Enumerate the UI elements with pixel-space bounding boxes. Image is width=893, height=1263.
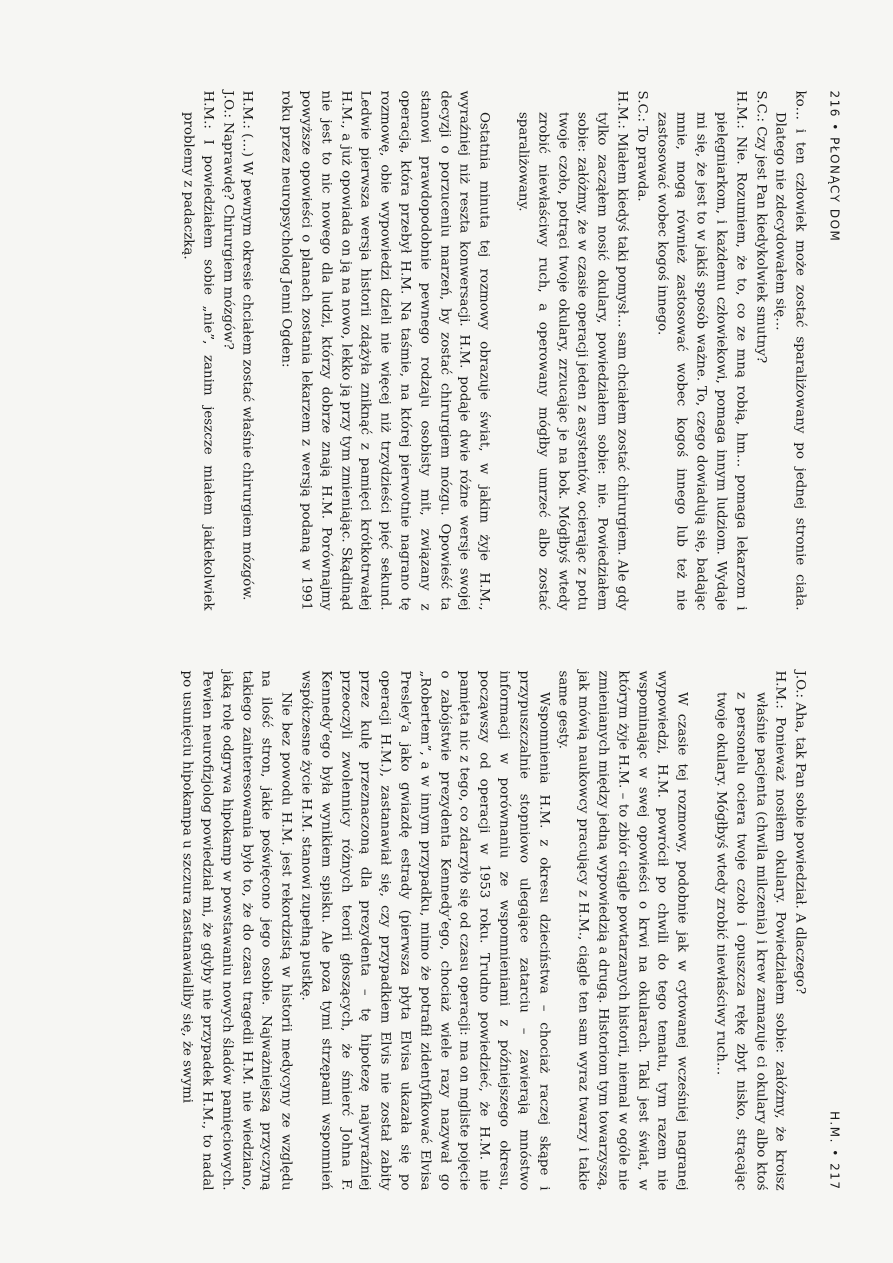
right-paragraph: H.M.: Ponieważ nosiłem okulary. Powiedziałem sobie: załóżmy, że kroisz właśnie pacjenta (chwila milczenia) i krew zamazuje ci okulary albo ktoś z personelu ociera twoje czoło i opuszcza rękę zbyt nisko, strącając twoje okulary. Mógłbyś wtedy zrobić niewłaściwy ruch… bbox=[713, 670, 788, 1190]
left-paragraph: S.C.: To prawda. bbox=[633, 90, 649, 202]
left-paragraph: Ostatnia minuta tej rozmowy obrazuje świat, w jakim żyje H.M., wyraźniej niż reszta konwersacji. H.M. podaje dwie różne wersje swojej decyzji o porzuceniu marzeń, by zostać chirurgiem mózgu. Opowieść ta stanowi prawdopodobnie pewnego rodzaju osobisty mit, związany z operacją, która przebył H.M. Na taśmie, na której pierwotnie nagrano tę rozmowę, obie wypowiedzi dzieli nie więcej niż trzydzieści pięć sekund. Ledwie pierwsza wersja historii zdążyła zniknąć z pamięci krótkotrwałej H.M., a już opowiada on ją na nowo, lekko ją przy tym zmieniając. Skądinąd nie jest to nic nowego dla ludzi, którzy dobrze znają H.M. Porównajmy powyższe opowieści o planach zostania lekarzem z wersją podaną w 1991 roku przez neuropsycholog Jenni Ogden: bbox=[278, 90, 492, 610]
left-body bbox=[177, 90, 809, 610]
right-paragraph: J.O.: Aha, tak Pan sobie powiedział. A dlaczego? bbox=[792, 670, 808, 994]
left-paragraph: H.M.: Miałem kiedyś taki pomysł… sam chciałem zostać chirurgiem. Ale gdy tylko zacząłem nosić okulary, powiedziałem sobie: nie. Powiedziałem sobie: załóżmy, że w czasie operacji jeden z asystentów, ocierając z potu twoje czoło, potrąci twoje okulary, zrzucając je na bok. Mógłbyś wtedy zrobić niewłaściwy ruch, a operowany mógłby umrzeć albo zostać sparaliżowany. bbox=[515, 90, 630, 610]
right-body bbox=[177, 670, 810, 1190]
right-paragraph: Wspomnienia H.M. z okresu dzieciństwa – chociaż raczej skąpe i przypuszczalnie stopniowo ulegające zatarciu – zawierają mnóstwo informacji w porównaniu ze wspomnieniami z późniejszego okresu, począwszy od operacji w 1953 roku. Trudno powiedzieć, że H.M. nie pamięta nic z tego, co zdarzyło się od czasu operacji: ma on mgliste pojęcie o zabójstwie prezydenta Kennedy’ego, chociaż wiele razy nazywał go „Robertem”, a w innym przypadku, mimo że potrafił zidentyfikować Elvisa Presley’a jako gwiazdę estrady (pierwsza płyta Elvisa ukazała się po operacji H.M.), zastanawiał się, czy przypadkiem Elvis nie został zabity przez kulę przeznaczoną dla prezydenta – tę hipotezę najwyraźniej przeoczyli zwolennicy różnych teorii głoszących, że śmierć Johna F. Kennedy’ego była wynikiem spisku. Ale poza tymi strzępami wspomnień współczesne życie H.M. stanowi zupełną pustkę. bbox=[298, 670, 551, 1190]
left-page bbox=[0, 70, 893, 630]
right-page bbox=[0, 650, 893, 1210]
left-paragraph: H.M.: Nie. Rozumiem, że to, co ze mną robią, hm… pomaga lekarzom i pielęgniarkom, i każdemu człowiekowi, pomaga innym ludziom. Wydaje mi się, że jest to w jakiś sposób ważne. To, czego dowiadują się, badając mnie, mogą również zastosować wobec kogoś innego lub też nie zastosować wobec kogoś innego. bbox=[653, 90, 748, 610]
left-paragraph: H.M.: I powiedziałem sobie „nie”, zanim jeszcze miałem jakiekolwiek problemy z padaczką. bbox=[180, 90, 215, 610]
left-paragraph: ko… i ten człowiek może zostać sparaliżowany po jednej stronie ciała. Dlatego nie zdecydowałem się… bbox=[772, 90, 808, 610]
right-paragraph: Nie bez powodu H.M. jest rekordzistą w historii medycyny ze względu na ilość stron, jakie poświęcono jego osobie. Najważniejszą przyczyną takiego zainteresowania było to, że do czasu tragedii H.M. nie wiedziano, jaką rolę odgrywa hipokamp w powstawaniu nowych śladów pamięciowych. Pewien neurofizjolog powiedział mi, że gdyby nie przypadek H.M., to nadal po usunięciu hipokampa u szczura zastanawialiby się, że swymi bbox=[179, 670, 294, 1190]
right-paragraph: W czasie tej rozmowy, podobnie jak w cytowanej wcześniej nagranej wypowiedzi, H.M. powrócił po chwili do tego tematu, tym razem nie wspominając w swej opowieści o krwi na okularach. Taki jest świat, w którym żyje H.M. – to zbiór ciągle powtarzanych historii, niemal w ogóle nie zmienianych między jedną wypowiedzią a drugą. Historiom tym towarzyszą, jak mówią naukowcy pracujący z H.M., ciągle ten sam wyraz twarzy i takie same gesty. bbox=[555, 670, 690, 1190]
left-paragraph: S.C.: Czy jest Pan kiedykolwiek smutny? bbox=[752, 90, 768, 363]
left-paragraph: J.O.: Naprawdę? Chirurgiem mózgów? bbox=[219, 90, 235, 350]
right-running-head: H.M. • 217 bbox=[827, 1110, 841, 1190]
left-paragraph: H.M.: (…) W pewnym okresie chciałem zostać właśnie chirurgiem mózgów. bbox=[239, 90, 255, 600]
left-running-head: 216 • PŁONĄCY DOM bbox=[827, 90, 841, 242]
